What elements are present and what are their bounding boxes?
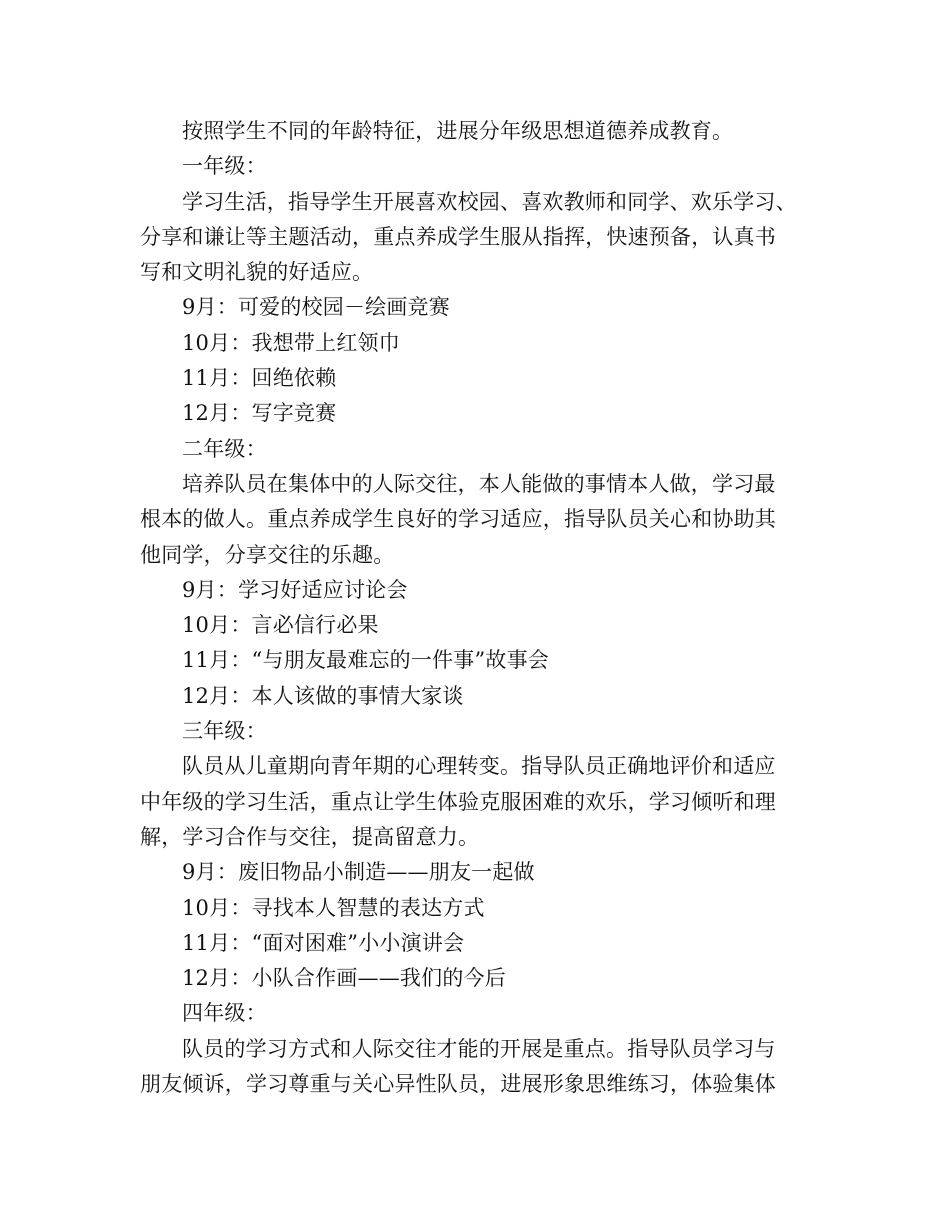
grade-3-heading: 三年级：	[182, 719, 267, 744]
grade-2-october-item: 10月：言必信行必果	[182, 613, 379, 638]
grade-3-paragraph-line-3: 解，学习合作与交往，提高留意力。	[140, 824, 480, 849]
grade-2-paragraph-line-3: 他同学，分享交往的乐趣。	[140, 542, 395, 567]
grade-2-december-item: 12月：本人该做的事情大家谈	[182, 683, 464, 708]
grade-3-december-item: 12月：小队合作画——我们的今后	[182, 966, 506, 991]
grade-1-september-item: 9月：可爱的校园－绘画竞赛	[182, 295, 450, 320]
grade-2-paragraph-line-2: 根本的做人。重点养成学生良好的学习适应，指导队员关心和协助其	[140, 507, 776, 532]
grade-3-october-item: 10月：寻找本人智慧的表达方式	[182, 895, 485, 920]
grade-1-heading: 一年级：	[182, 154, 267, 179]
intro-line: 按照学生不同的年龄特征，进展分年级思想道德养成教育。	[182, 119, 734, 143]
grade-4-paragraph-line-1: 队员的学习方式和人际交往才能的开展是重点。指导队员学习与	[182, 1036, 776, 1061]
grade-4-paragraph-line-2: 朋友倾诉，学习尊重与关心异性队员，进展形象思维练习，体验集体	[140, 1072, 776, 1097]
grade-3-september-item: 9月：废旧物品小制造——朋友一起做	[182, 860, 535, 885]
grade-1-november-item: 11月：回绝依赖	[182, 366, 337, 391]
grade-1-paragraph-line-3: 写和文明礼貌的好适应。	[140, 260, 374, 285]
grade-3-paragraph-line-2: 中年级的学习生活，重点让学生体验克服困难的欢乐，学习倾听和理	[140, 789, 776, 814]
grade-2-november-item: 11月：“与朋友最难忘的一件事”故事会	[182, 648, 549, 673]
grade-2-heading: 二年级：	[182, 436, 267, 461]
grade-2-september-item: 9月：学习好适应讨论会	[182, 577, 408, 602]
grade-4-heading: 四年级：	[182, 1001, 267, 1026]
grade-1-october-item: 10月：我想带上红领巾	[182, 330, 400, 355]
grade-2-paragraph-line-1: 培养队员在集体中的人际交往，本人能做的事情本人做，学习最	[182, 471, 776, 496]
document-body	[140, 114, 812, 1102]
grade-3-paragraph-line-1: 队员从儿童期向青年期的心理转变。指导队员正确地评价和适应	[182, 754, 776, 779]
grade-1-december-item: 12月：写字竞赛	[182, 401, 337, 426]
grade-3-november-item: 11月：“面对困难”小小演讲会	[182, 930, 465, 955]
grade-1-paragraph-line-2: 分享和谦让等主题活动，重点养成学生服从指挥，快速预备，认真书	[140, 224, 776, 249]
grade-1-paragraph-line-1: 学习生活，指导学生开展喜欢校园、喜欢教师和同学、欢乐学习、	[182, 189, 797, 214]
